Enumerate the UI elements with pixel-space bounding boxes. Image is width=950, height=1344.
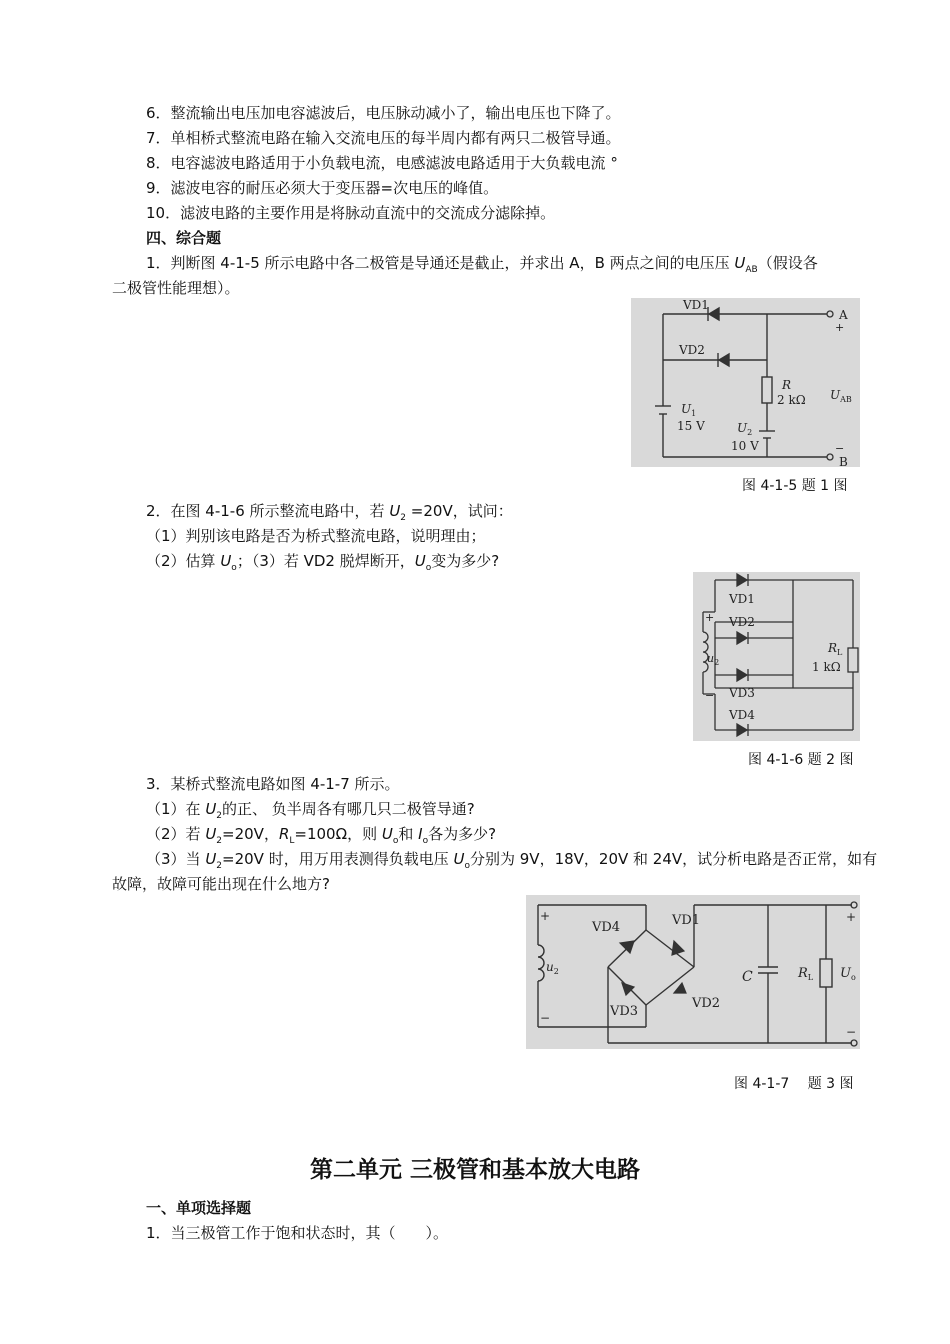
fig3-label-rl: $R_L$ xyxy=(798,966,814,982)
fig3-label-minus-right: − xyxy=(846,1025,857,1039)
fig1-label-a: A xyxy=(839,308,848,322)
unit2-question-1: 1．当三极管工作于饱和状态时，其（ ）。 xyxy=(146,1224,449,1242)
fig3-label-plus-right: + xyxy=(846,910,857,924)
judge-item-8: 8．电容滤波电路适用于小负载电流，电感滤波电路适用于大负载电流 ° xyxy=(146,154,618,172)
q2-text-line3: （2）估算 $U_o$；（3）若 VD2 脱焊断开，$U_o$变为多少? xyxy=(146,552,500,573)
q3-text-line5: 故障，故障可能出现在什么地方? xyxy=(112,875,330,893)
fig2-label-vd3: VD3 xyxy=(729,686,755,700)
fig1-label-u1: $U_1$ xyxy=(681,402,697,418)
fig1-label-u2-value: 10 V xyxy=(731,439,759,453)
fig3-label-plus-left: + xyxy=(540,909,551,923)
unit-title: 第二单元 三极管和基本放大电路 xyxy=(309,1157,640,1183)
figure-caption-4-1-6: 图 4-1-6 题 2 图 xyxy=(748,752,854,768)
fig3-label-minus-left: − xyxy=(540,1011,551,1025)
figure-caption-4-1-7: 图 4-1-7 题 3 图 xyxy=(734,1076,854,1092)
fig2-label-plus: + xyxy=(705,611,715,624)
fig1-label-u1-value: 15 V xyxy=(677,419,705,433)
circuit-figure-4-1-5 xyxy=(631,298,860,467)
fig1-label-u2: $U_2$ xyxy=(737,421,753,437)
fig1-label-vd1: VD1 xyxy=(683,298,709,312)
fig1-label-minus: − xyxy=(835,442,845,455)
fig3-label-vd2: VD2 xyxy=(692,996,721,1011)
fig3-label-uo: $U_o$ xyxy=(840,966,856,982)
q3-text-line1: 3．某桥式整流电路如图 4-1-7 所示。 xyxy=(146,775,400,793)
q1-text-line1: 1．判断图 4-1-5 所示电路中各二极管是导通还是截止，并求出 A，B 两点之间的电压压 $U_{AB}$（假设各 xyxy=(146,254,818,275)
fig3-label-vd4: VD4 xyxy=(592,920,621,935)
q1-text-line2: 二极管性能理想）。 xyxy=(112,279,240,297)
fig3-label-u2: $u_2$ xyxy=(546,960,559,976)
fig1-label-vd2: VD2 xyxy=(679,343,705,357)
q3-text-line4: （3）当 $U_2=20V$ 时，用万用表测得负载电压 $U_o$分别为 9V，18V，20V 和 24V，试分析电路是否正常，如有 xyxy=(146,850,878,871)
q3-text-line3: （2）若 $U_2=20V$，$R_L=100\Omega$，则 $U_o$和 $I_o$各为多少? xyxy=(146,825,497,846)
fig2-label-u2: $u_2$ xyxy=(707,652,720,667)
q2-text-line1: 2．在图 4-1-6 所示整流电路中，若 $U_2 =20V$，试问： xyxy=(146,502,513,523)
fig2-label-vd1: VD1 xyxy=(729,592,755,606)
fig2-label-minus: − xyxy=(705,689,715,702)
fig1-label-r-value: 2 kΩ xyxy=(777,393,806,407)
judge-item-6: 6．整流输出电压加电容滤波后，电压脉动减小了，输出电压也下降了。 xyxy=(146,104,621,122)
section-heading-single-choice: 一、单项选择题 xyxy=(146,1199,252,1217)
circuit-figure-4-1-6 xyxy=(693,572,860,741)
fig2-label-rl-value: 1 kΩ xyxy=(812,660,841,674)
q3-text-line2: （1）在 $U_2$的正、 负半周各有哪几只二极管导通? xyxy=(146,800,475,821)
fig1-label-r: R xyxy=(782,378,792,392)
fig3-label-c: C xyxy=(742,969,753,985)
fig1-label-plus: + xyxy=(835,321,845,334)
fig3-label-vd3: VD3 xyxy=(610,1004,639,1019)
fig1-label-uab: $U_{AB}$ xyxy=(830,388,852,404)
judge-item-10: 10．滤波电路的主要作用是将脉动直流中的交流成分滤除掉。 xyxy=(146,204,556,222)
figure-caption-4-1-5: 图 4-1-5 题 1 图 xyxy=(742,478,848,494)
circuit-figure-4-1-7 xyxy=(526,895,860,1049)
fig3-label-vd1: VD1 xyxy=(672,913,701,928)
q2-text-line2: （1）判别该电路是否为桥式整流电路，说明理由； xyxy=(146,527,486,545)
section-heading-comprehensive: 四、综合题 xyxy=(146,229,222,247)
judge-item-9: 9．滤波电容的耐压必须大于变压器=次电压的峰值。 xyxy=(146,179,499,197)
fig2-label-vd2: VD2 xyxy=(729,615,755,629)
fig1-label-b: B xyxy=(839,455,848,467)
judge-item-7: 7．单相桥式整流电路在输入交流电压的每半周内都有两只二极管导通。 xyxy=(146,129,621,147)
fig2-label-rl: $R_L$ xyxy=(828,641,843,657)
fig2-label-vd4: VD4 xyxy=(729,708,755,722)
